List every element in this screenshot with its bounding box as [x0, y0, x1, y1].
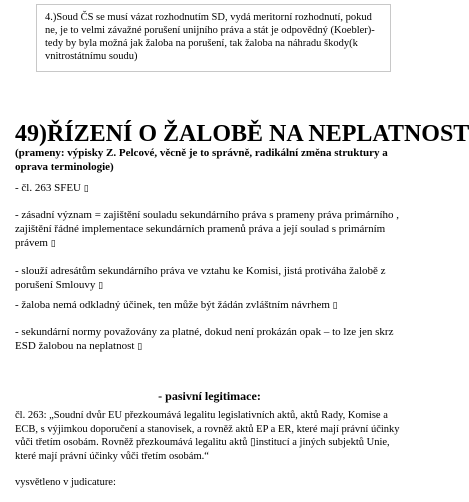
bullet-addressees	[15, 264, 407, 293]
note-box	[36, 4, 391, 72]
bullet-significance	[15, 208, 407, 251]
missing-glyph-icon: ▯	[83, 184, 89, 194]
bullet-article-263	[15, 181, 407, 196]
bullet-text: - zásadní význam = zajištění souladu sekundárního práva s prameny práva primárního , zajištění řádné implementace sekundárních pramenů práva a její soulad s primárním právem	[15, 209, 400, 249]
bullet-text: - sekundární normy považovány za platné, dokud není prokázán opak – to lze jen skrz ESD žalobou na neplatnost	[15, 326, 394, 352]
bullet-text: - žaloba nemá odkladný účinek, ten může být žádán zvláštním návrhem	[15, 299, 333, 311]
article-263-quote: čl. 263: „Soudní dvůr EU přezkoumává legalitu legislativních aktů, aktů Rady, Komise a ECB, s výjimkou doporučení a stanovisek, a rovněž aktů EP a ER, které mají právní účinky vůči třetím osobám. Rovněž přezkoumává legalitu aktů ▯institucí a jiných subjektů Unie, které mají právní účinky vůči třetím osobám.“	[15, 410, 400, 462]
bullet-text: - slouží adresátům sekundárního práva ve vztahu ke Komisi, jistá protiváha žalobě z porušení Smlouvy	[15, 265, 386, 291]
section-heading: 49)ŘÍZENÍ O ŽALOBĚ NA NEPLATNOST	[15, 121, 469, 147]
missing-glyph-icon: ▯	[137, 342, 143, 352]
bullet-presumed-validity	[15, 325, 407, 354]
section-sources-note: (prameny: výpisky Z. Pelcové, věcně je to správně, radikální změna struktury a oprava terminologie)	[15, 147, 388, 173]
missing-glyph-icon: ▯	[50, 239, 56, 249]
missing-glyph-icon: ▯	[98, 281, 104, 291]
note-box-text: 4.)Soud ČS se musí vázat rozhodnutím SD, vydá meritorní rozhodnutí, pokud ne, je to velmi závažné porušení unijního práva a stát je odpovědný (Koebler)- tedy by byla možná jak žaloba na porušení, tak žaloba na náhradu škody(k vnitrostátnímu soudu)	[45, 12, 375, 62]
bullet-suspensive-effect	[15, 298, 407, 313]
bullet-text: - čl. 263 SFEU	[15, 182, 84, 194]
judicature-label: vysvětleno v judicature:	[15, 477, 116, 488]
passive-legitimation-heading: - pasivní legitimace:	[158, 389, 261, 403]
missing-glyph-icon: ▯	[332, 301, 338, 311]
